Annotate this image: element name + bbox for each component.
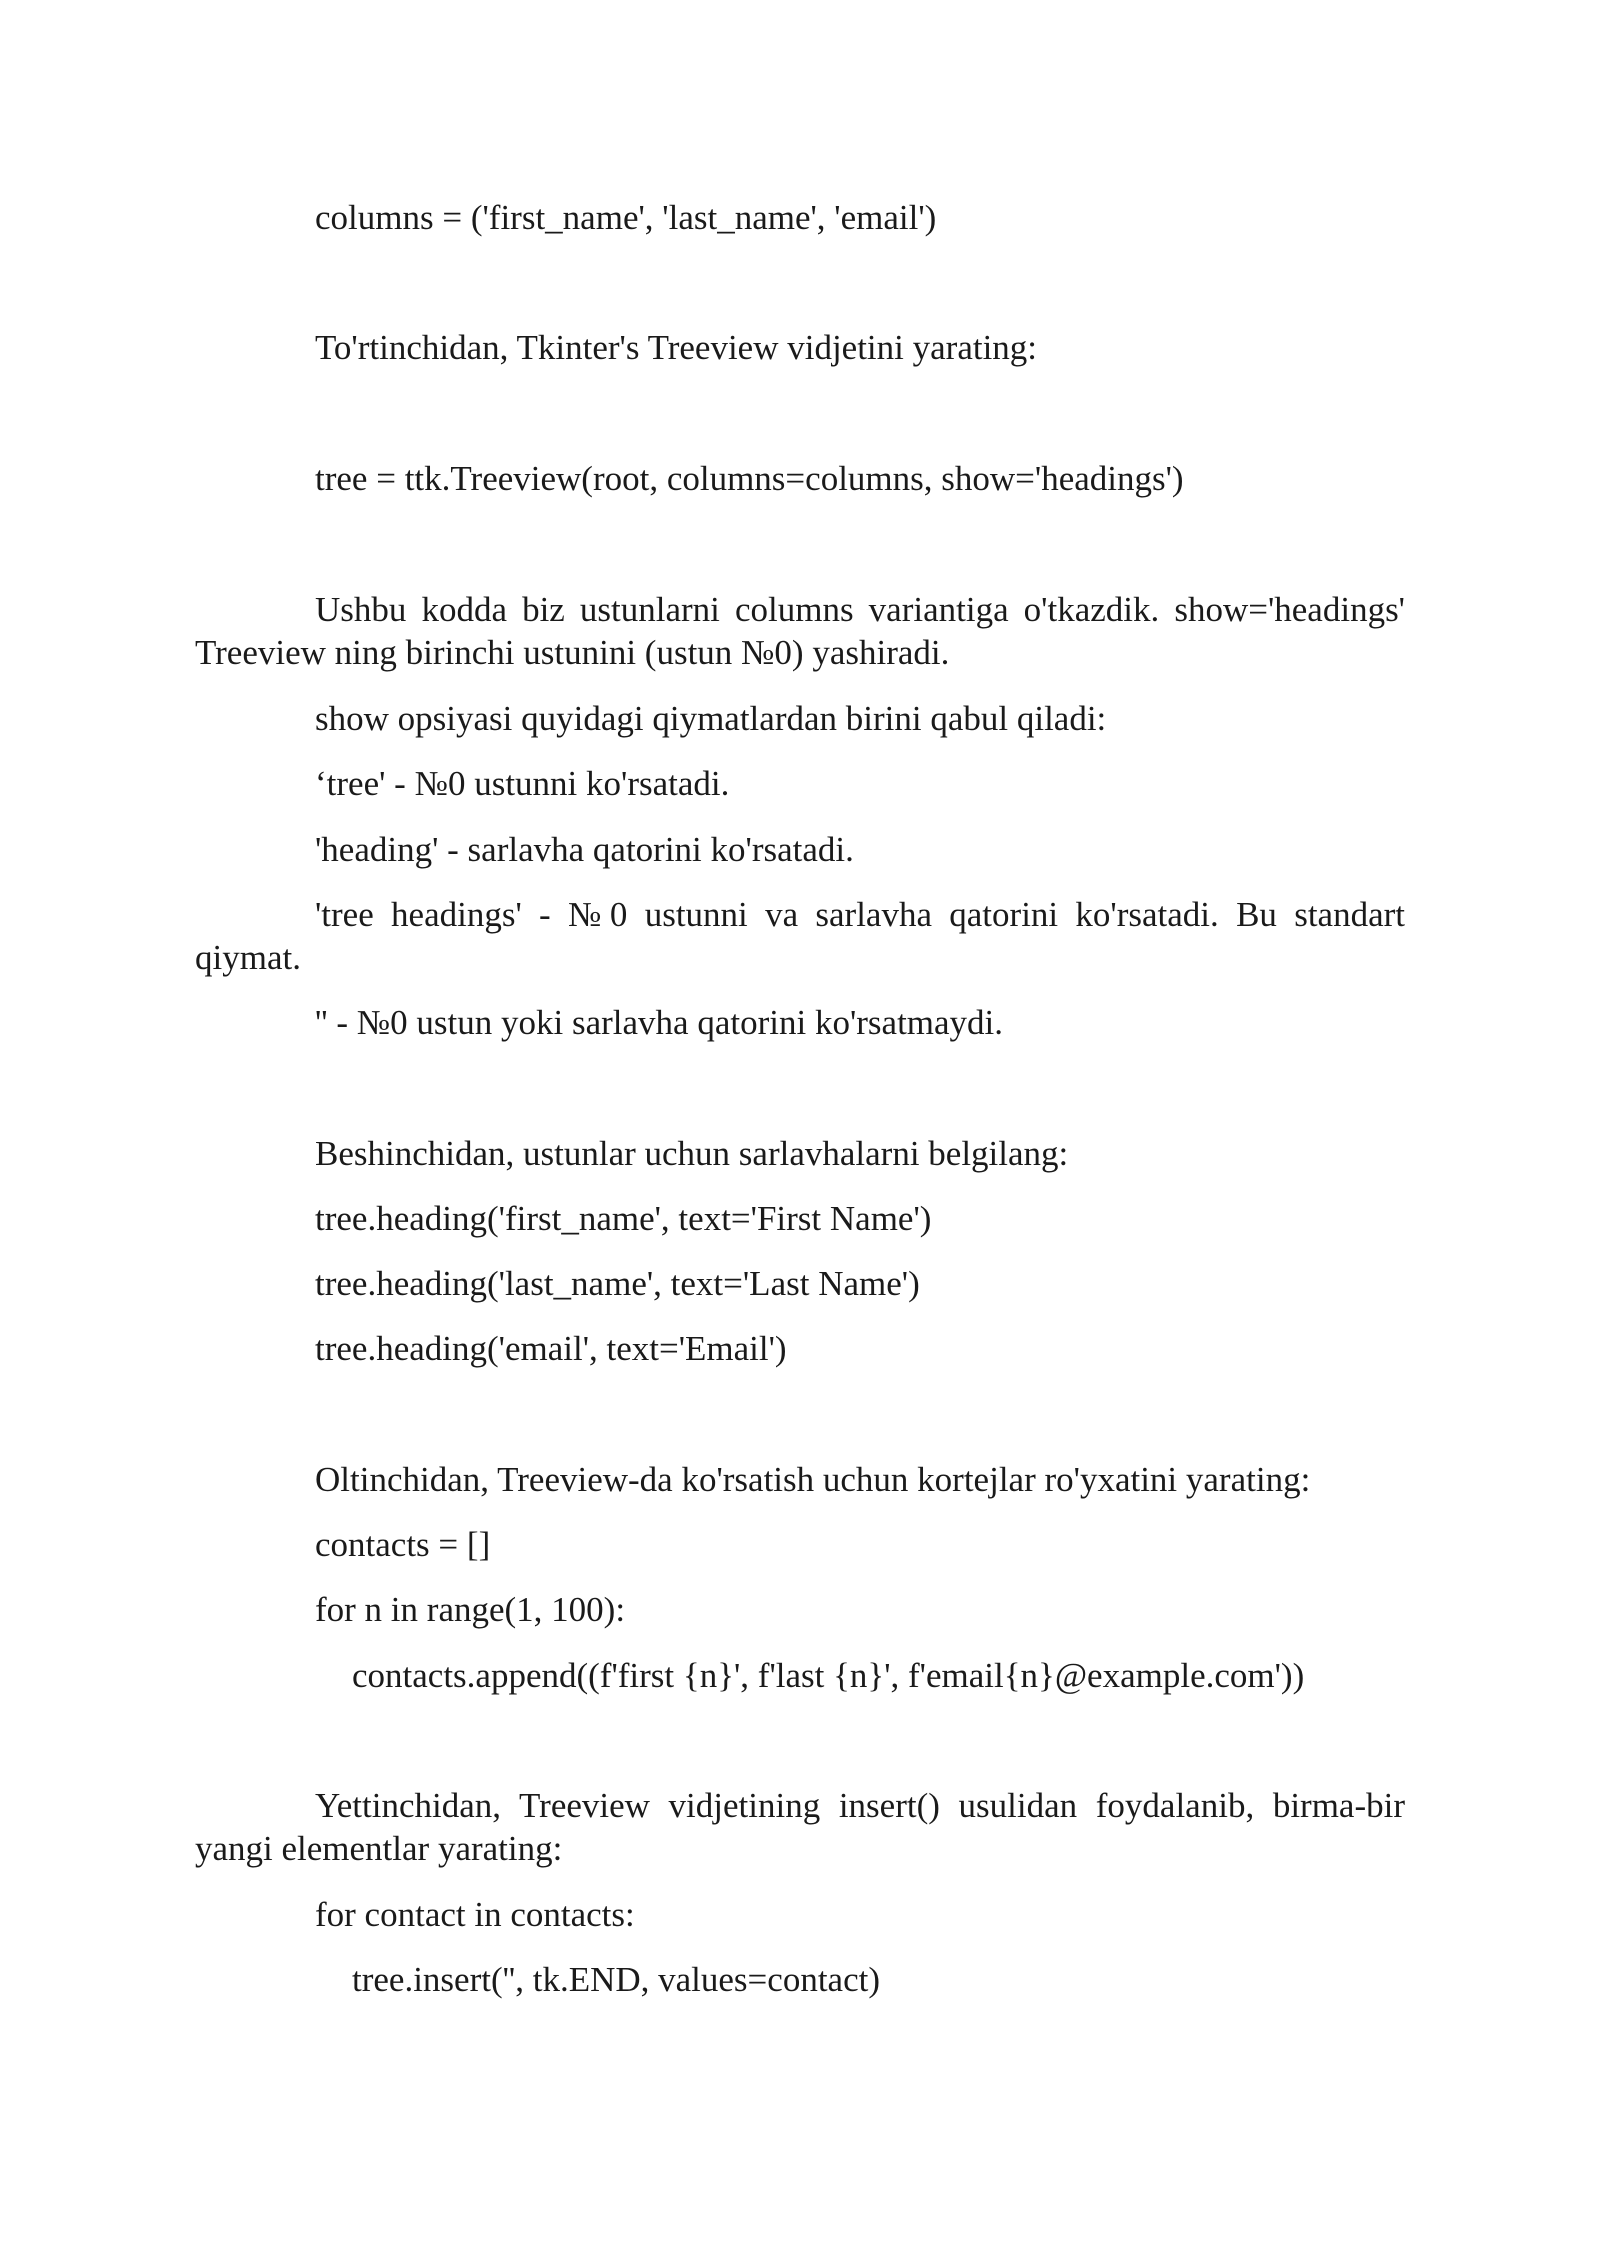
text-option-tree: ‘tree' - №0 ustunni ko'rsatadi. [315, 764, 730, 803]
text-option-empty: '' - №0 ustun yoki sarlavha qatorini ko'rsatmaydi. [315, 1003, 1004, 1042]
paragraph-show-headings: Ushbu kodda biz ustunlarni columns variantiga o'tkazdik. show='headings' Treeview ning birinchi ustunini (ustun №0) yashiradi. [195, 590, 1405, 672]
code-heading-email: tree.heading('email', text='Email') [315, 1329, 787, 1368]
paragraph-option-tree-headings: 'tree headings' - №0 ustunni va sarlavha qatorini ko'rsatadi. Bu standart qiymat. [195, 895, 1405, 977]
code-heading-first-name: tree.heading('first_name', text='First Name') [315, 1199, 932, 1238]
code-treeview: tree = ttk.Treeview(root, columns=columns, show='headings') [315, 459, 1184, 498]
code-heading-last-name: tree.heading('last_name', text='Last Name') [315, 1264, 920, 1303]
code-contacts-init: contacts = [] [315, 1525, 491, 1564]
text-step-four: To'rtinchidan, Tkinter's Treeview vidjetini yarating: [315, 328, 1038, 367]
paragraph-step-seven: Yettinchidan, Treeview vidjetining insert() usulidan foydalanib, birma-bir yangi elementlar yarating: [195, 1786, 1405, 1868]
text-step-five: Beshinchidan, ustunlar uchun sarlavhalarni belgilang: [315, 1134, 1069, 1173]
text-show-option: show opsiyasi quyidagi qiymatlardan birini qabul qiladi: [315, 699, 1107, 738]
code-for-contact: for contact in contacts: [315, 1895, 635, 1934]
text-step-six: Oltinchidan, Treeview-da ko'rsatish uchun kortejlar ro'yxatini yarating: [315, 1460, 1311, 1499]
text-option-heading: 'heading' - sarlavha qatorini ko'rsatadi. [315, 830, 854, 869]
code-tree-insert: tree.insert('', tk.END, values=contact) [352, 1960, 880, 1999]
code-contacts-append: contacts.append((f'first {n}', f'last {n}', f'email{n}@example.com')) [352, 1656, 1305, 1695]
code-for-range: for n in range(1, 100): [315, 1590, 626, 1629]
code-columns: columns = ('first_name', 'last_name', 'email') [315, 198, 937, 237]
